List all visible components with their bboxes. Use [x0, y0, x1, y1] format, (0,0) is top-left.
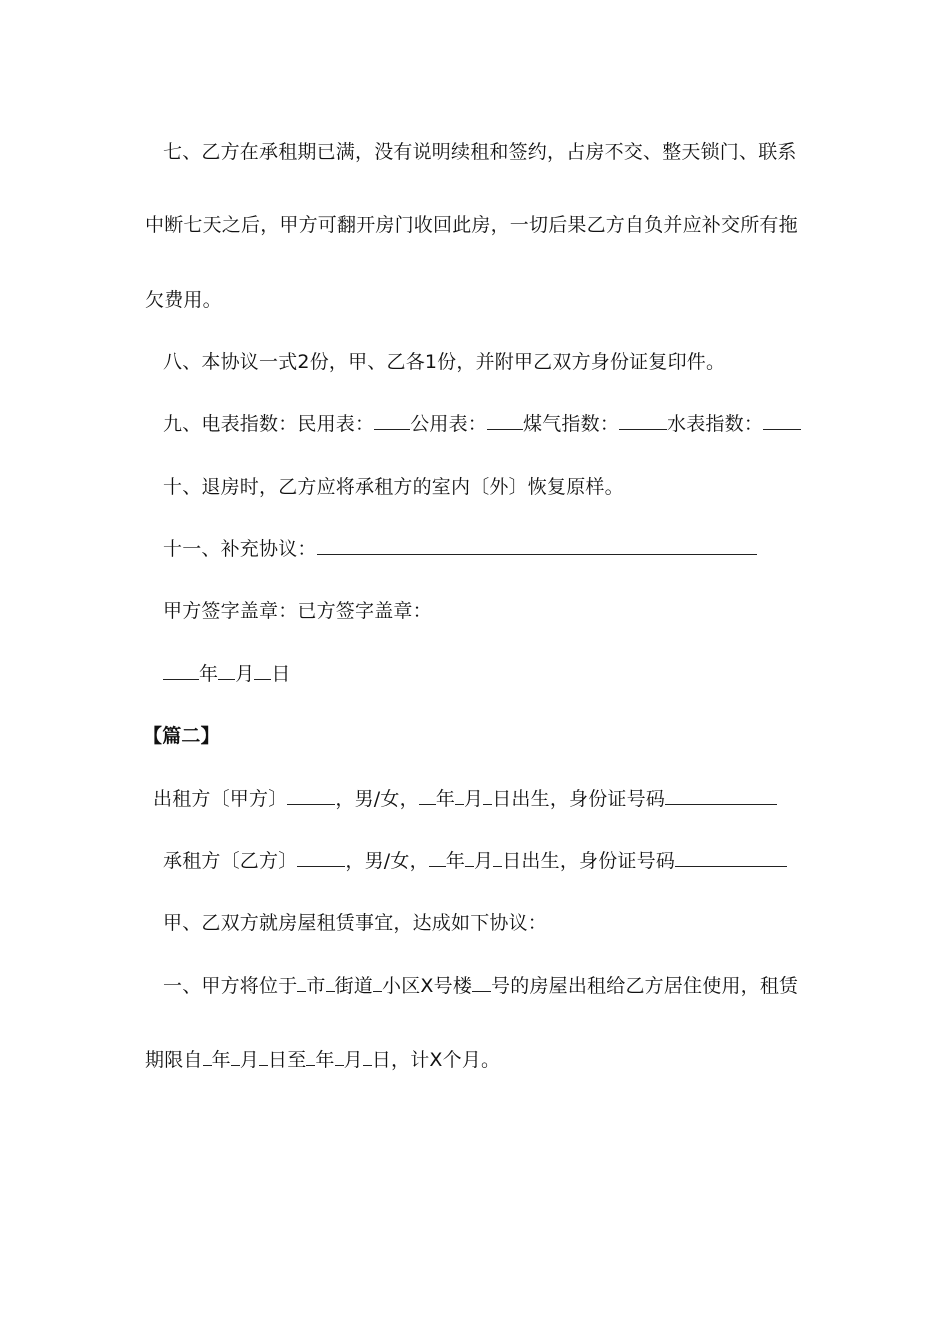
article-1-line-1	[163, 973, 798, 999]
clause-7-line-2: 中断七天之后，甲方可翻开房门收回此房，一切后果乙方自负并应补交所有拖	[145, 214, 798, 236]
lessee-year-blank	[429, 848, 446, 867]
clause-9-label-public: 公用表：	[410, 413, 488, 435]
clause-8: 八、本协议一式2份，甲、乙各1份，并附甲乙双方身份证复印件。	[163, 351, 726, 373]
lessee-year-label: 年	[445, 850, 466, 872]
lessor-gender: ，男/女，	[335, 788, 419, 810]
term-suffix: 日，计X个月。	[371, 1049, 501, 1071]
clause-9-label-water: 水表指数：	[667, 413, 764, 435]
start-year-label: 年	[211, 1049, 231, 1071]
lessor-label: 出租方〔甲方〕	[153, 788, 288, 810]
lessor-line	[153, 786, 777, 812]
day-label: 日	[271, 663, 291, 685]
month-blank	[218, 661, 235, 680]
start-month-blank	[231, 1047, 240, 1066]
public-meter-blank	[487, 411, 523, 430]
clause-11-label: 十一、补充协议：	[163, 538, 317, 560]
lessor-year-label: 年	[435, 788, 456, 810]
start-day-blank	[259, 1047, 268, 1066]
lessee-gender: ，男/女，	[345, 850, 429, 872]
lessor-day-blank	[483, 786, 492, 805]
clause-7-line-3: 欠费用。	[145, 289, 222, 311]
lessee-month-label: 月	[474, 850, 494, 872]
lessor-birth-id-label: 日出生，身份证号码	[492, 788, 666, 810]
day-blank	[254, 661, 271, 680]
section-heading: 【篇二】	[143, 725, 220, 747]
clause-9-label-gas: 煤气指数：	[523, 413, 620, 435]
signature-line: 甲方签字盖章：已方签字盖章：	[163, 600, 432, 622]
end-year-label: 年	[315, 1049, 335, 1071]
lessee-month-blank	[465, 848, 474, 867]
water-meter-blank	[763, 411, 801, 430]
start-month-label: 月	[239, 1049, 260, 1071]
year-blank	[163, 661, 199, 680]
lessee-line	[163, 848, 787, 874]
lessor-id-blank	[665, 786, 777, 805]
article-1-line-2	[145, 1047, 500, 1073]
clause-9	[163, 411, 801, 437]
end-month-label: 月	[343, 1049, 363, 1071]
agreement-intro: 甲、乙双方就房屋租赁事宜，达成如下协议：	[163, 912, 548, 934]
street-label: 街道	[334, 975, 374, 997]
clause-11	[163, 536, 757, 562]
article-1-prefix: 一、甲方将位于	[163, 975, 298, 997]
year-label: 年	[199, 663, 219, 685]
city-label: 市	[306, 975, 326, 997]
lessee-label: 承租方〔乙方〕	[163, 850, 298, 872]
month-label: 月	[235, 663, 255, 685]
lessor-name-blank	[287, 786, 335, 805]
gas-meter-blank	[619, 411, 667, 430]
lessor-year-blank	[419, 786, 436, 805]
civil-meter-blank	[374, 411, 410, 430]
room-number-blank	[472, 973, 491, 992]
community-blank	[373, 973, 382, 992]
end-month-blank	[335, 1047, 344, 1066]
clause-9-label-civil: 九、电表指数：民用表：	[163, 413, 375, 435]
clause-10: 十、退房时，乙方应将承租方的室内〔外〕恢复原样。	[163, 476, 624, 498]
start-day-label: 日至	[268, 1049, 307, 1071]
end-day-blank	[363, 1047, 372, 1066]
community-building-label: 小区X号楼	[382, 975, 473, 997]
lessor-month-label: 月	[464, 788, 484, 810]
lessor-month-blank	[455, 786, 464, 805]
lessee-name-blank	[297, 848, 345, 867]
article-1-suffix: 号的房屋出租给乙方居住使用，租赁	[491, 975, 799, 997]
date-line	[163, 661, 291, 687]
clause-7-line-1: 七、乙方在承租期已满，没有说明续租和签约，占房不交、整天锁门、联系	[163, 141, 797, 163]
street-blank	[326, 973, 335, 992]
supplementary-agreement-blank	[317, 536, 757, 555]
start-year-blank	[203, 1047, 212, 1066]
lessee-id-blank	[675, 848, 787, 867]
lessee-day-blank	[493, 848, 502, 867]
lessee-birth-id-label: 日出生，身份证号码	[502, 850, 676, 872]
term-prefix: 期限自	[145, 1049, 203, 1071]
